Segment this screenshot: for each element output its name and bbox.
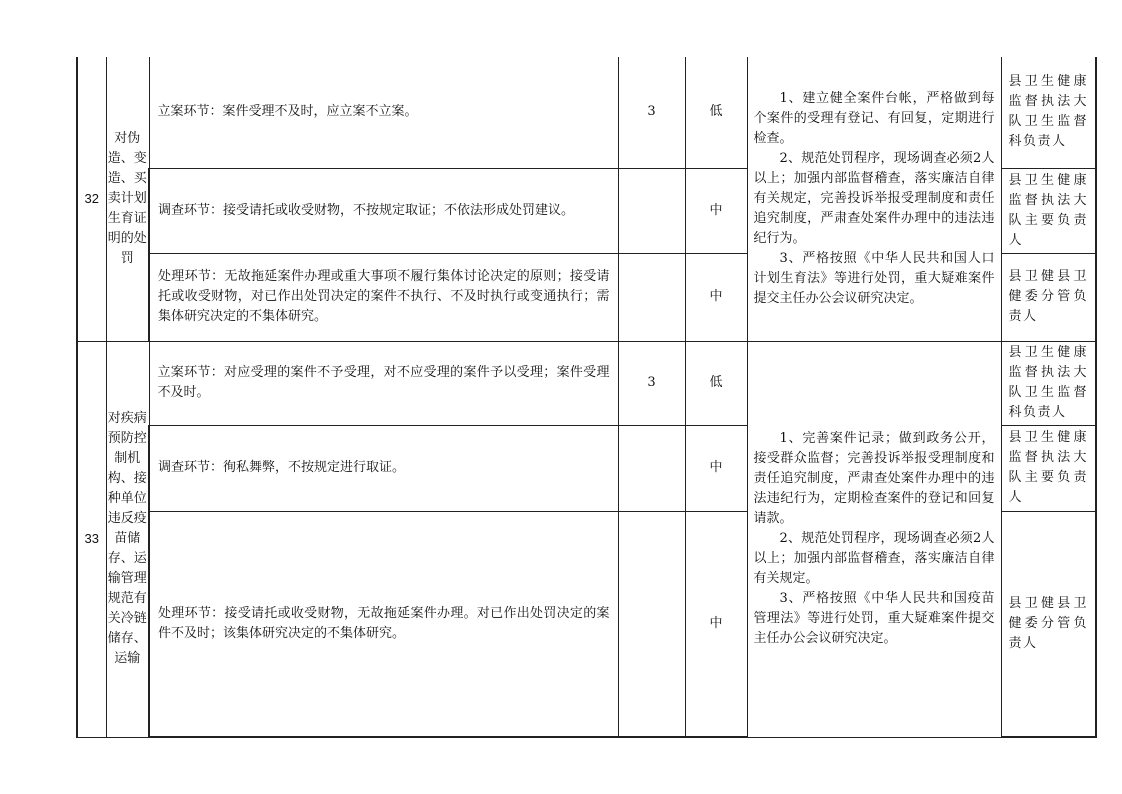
responsible-person: 县卫生健康监督执法大队卫生监督科负责人 [1001, 341, 1096, 425]
risk-score [618, 511, 685, 737]
responsible-person: 县卫生健康监督执法大队主要负责人 [1001, 425, 1096, 511]
item-name: 对伪造、变造、买卖计划生育证明的处罚 [106, 57, 149, 341]
prevention-measures [747, 341, 1001, 737]
measure-paragraph: 3、严格按照《中华人民共和国人口计划生育法》等进行处罚，重大疑难案件提交主任办公会议研究决定。 [753, 250, 995, 306]
risk-link-text: 调查环节：接受请托或收受财物，不按规定取证；不依法形成处罚建议。 [149, 168, 618, 253]
risk-link-text: 处理环节：接受请托或收受财物，无故拖延案件办理。对已作出处罚决定的案件不及时；该集体研究决定的不集体研究。 [149, 511, 618, 737]
risk-link-text: 处理环节：无故拖延案件办理或重大事项不履行集体讨论决定的原则；接受请托或收受财物，对已作出处罚决定的案件不执行、不及时执行或变通执行；需集体研究决定的不集体研究。 [149, 253, 618, 341]
risk-link-text: 调查环节：徇私舞弊，不按规定进行取证。 [149, 425, 618, 511]
measure-paragraph: 2、规范处罚程序，现场调查必须2人以上；加强内部监督稽查，落实廉洁自律有关规定。 [753, 531, 995, 586]
risk-level: 中 [685, 425, 747, 511]
prevention-measures [747, 57, 1001, 341]
responsible-person: 县卫健县卫健委分管负责人 [1001, 253, 1096, 341]
measure-paragraph: 2、规范处罚程序，现场调查必须2人以上；加强内部监督稽查，落实廉洁自律有关规定，完善投诉举报受理制度和责任追究制度，严肃查处案件办理中的违法违纪行为。 [753, 150, 995, 246]
risk-level: 中 [685, 253, 747, 341]
risk-link-text: 立案环节：案件受理不及时，应立案不立案。 [149, 57, 618, 168]
risk-level: 中 [685, 511, 747, 737]
item-name: 对疾病预防控制机构、接种单位违反疫苗储存、运输管理规范有关冷链储存、运输 [106, 341, 149, 737]
risk-score: 3 [618, 57, 685, 168]
risk-table [76, 57, 1097, 738]
measure-paragraph: 3、严格按照《中华人民共和国疫苗管理法》等进行处罚，重大疑难案件提交主任办公会议研究决定。 [753, 591, 995, 646]
risk-score [618, 168, 685, 253]
row-number: 33 [77, 341, 106, 737]
responsible-person: 县卫生健康监督执法大队主要负责人 [1001, 168, 1096, 253]
responsible-person: 县卫健县卫健委分管负责人 [1001, 511, 1096, 737]
risk-score [618, 425, 685, 511]
measure-paragraph: 1、完善案件记录；做到政务公开，接受群众监督；完善投诉举报受理制度和责任追究制度，严肃查处案件办理中的违法违纪行为，定期检查案件的登记和回复请款。 [753, 431, 995, 526]
risk-score: 3 [618, 341, 685, 425]
measure-paragraph: 1、建立健全案件台帐，严格做到每个案件的受理有登记、有回复，定期进行检查。 [753, 90, 995, 146]
responsible-person: 县卫生健康监督执法大队卫生监督科负责人 [1001, 57, 1096, 168]
table-row [77, 57, 1096, 168]
risk-level: 低 [685, 57, 747, 168]
risk-level: 中 [685, 168, 747, 253]
row-number: 32 [77, 57, 106, 341]
table-row [77, 341, 1096, 425]
risk-level: 低 [685, 341, 747, 425]
risk-score [618, 253, 685, 341]
risk-link-text: 立案环节：对应受理的案件不予受理，对不应受理的案件予以受理；案件受理不及时。 [149, 341, 618, 425]
